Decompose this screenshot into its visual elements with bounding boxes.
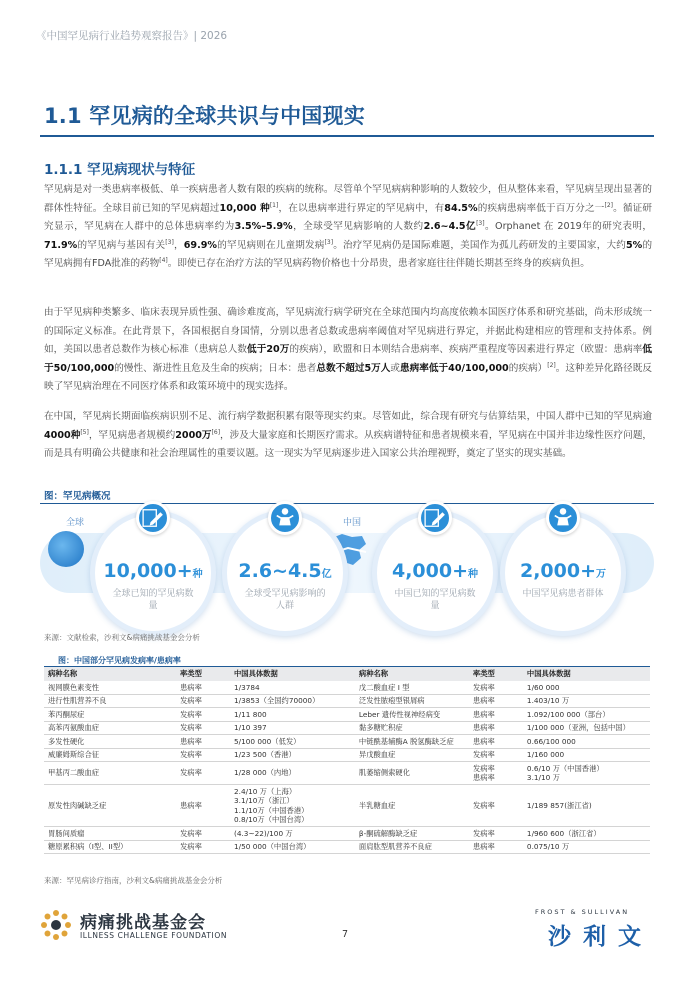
- table-cell: 中链酰基辅酶A 脱氢酶缺乏症: [337, 735, 469, 749]
- stat-unit: 万: [596, 569, 607, 580]
- incidence-table: [44, 666, 650, 854]
- table-row: [44, 748, 650, 762]
- table-cell: 0.6/10 万（中国香港） 3.1/10 万: [523, 762, 650, 785]
- subsection-title: 1.1.1 罕见病现状与特征: [44, 162, 196, 178]
- table-cell: 进行性肌营养不良: [44, 694, 176, 708]
- table-cell: 1/50 000（中国台湾）: [230, 840, 337, 854]
- table-row: [44, 708, 650, 722]
- paragraph-2: 由于罕见病种类繁多、临床表现异质性强、确诊难度高，罕见病流行病学研究在全球范围内均高度依赖本国医疗体系和研究基础，尚未形成统一的国际定义标准。在此背景下，各国根据自身国情，分别以患者总数或患病率阈值对罕见病进行界定，并据此构建相应的管理和支持体系。例如，美国以患者总数作为核心标准（患病总人数低于20万的疾病），欧盟和日本则结合患病率、疾病严重程度等因素进行界定（欧盟：患病率低于50/100,000的慢性、渐进性且危及生命的疾病；日本：患者总数不超过5万人或患病率低于40/100,000的疾病）[2]。这种差异化路径既反映了罕见病治理在不同医疗体系和政策环境中的现实选择。: [44, 307, 653, 392]
- table-cell: 发病率: [469, 785, 523, 827]
- paragraph-1: 罕见病是对一类患病率极低、单一疾病患者人数有限的疾病的统称。尽管单个罕见病病种影响的人数较少，但从整体来看，罕见病呈现出显著的群体性特征。全球目前已知的罕见病超过10,000 种[1]，在以患病率进行界定的罕见病中，有84.5%的疾病患病率低于百万分之一[2]。循证研究显示，罕见病在人群中的总体患病率约为3.5%–5.9%，全球受罕见病影响的人数约2.6~4.5亿[3]。Orphanet 在 2019年的研究表明，71.9%的罕见病与基因有关[3]，69.9%的罕见病则在儿童期发病[3]。治疗罕见病仍是国际难题，美国作为孤儿药研发的主要国家，大约5%的罕见病拥有FDA批准的药物[4]。即使已存在治疗方法的罕见病药物价格也十分昂贵，患者家庭往往伴随长期甚至终身的疾病负担。: [44, 184, 653, 269]
- table-cell: 患病率: [469, 840, 523, 854]
- table-row: [44, 827, 650, 841]
- section-title-rule: [40, 135, 654, 137]
- table-cell: 发病率: [176, 748, 230, 762]
- table-cell: 发病率: [176, 708, 230, 722]
- partner-name-cn: 沙利文: [548, 924, 653, 950]
- table-row: [44, 694, 650, 708]
- table-row: [44, 762, 650, 785]
- pencil-icon: [418, 501, 452, 535]
- table-cell: 0.075/10 万: [523, 840, 650, 854]
- table-cell: 2.4/10 万（上海） 3.1/10万（浙江） 1.1/10万（中国香港） 0.8/10万（中国台湾）: [230, 785, 337, 827]
- people-icon: [546, 501, 580, 535]
- table-cell: 泛发性脓疱型银屑病: [337, 694, 469, 708]
- table-cell: 肌萎缩侧索硬化: [337, 762, 469, 785]
- table-cell: 患病率: [469, 735, 523, 749]
- table-cell: 发病率: [176, 762, 230, 785]
- table-cell: 发病率: [176, 840, 230, 854]
- table-cell: 半乳糖血症: [337, 785, 469, 827]
- stat-unit: 种: [468, 569, 479, 580]
- section-title: 1.1 罕见病的全球共识与中国现实: [44, 104, 365, 128]
- running-header: 《中国罕见病行业趋势观察报告》| 2026: [36, 30, 228, 42]
- table-cell: 1/60 000: [523, 681, 650, 694]
- table-cell: 1.403/10 万: [523, 694, 650, 708]
- stat-value: 4,000+: [391, 560, 469, 582]
- table-cell: 多发性硬化: [44, 735, 176, 749]
- table-header-cell: 中国具体数据: [230, 667, 337, 682]
- stat-value: 2.6~4.5: [238, 560, 322, 582]
- table-cell: 异戊酸血症: [337, 748, 469, 762]
- table-cell: 苯丙酮尿症: [44, 708, 176, 722]
- table-cell: 1/10 397: [230, 721, 337, 735]
- stat-label: 全球受罕见病影响的人群: [244, 589, 326, 611]
- table-cell: 1/160 000: [523, 748, 650, 762]
- table-cell: 1/3853（全国约70000）: [230, 694, 337, 708]
- table-cell: 原发性肉碱缺乏症: [44, 785, 176, 827]
- table-cell: 患病率: [176, 681, 230, 694]
- table-row: [44, 681, 650, 694]
- people-icon: [268, 501, 302, 535]
- table-cell: 1/3784: [230, 681, 337, 694]
- table-cell: 患病率: [176, 735, 230, 749]
- table-cell: (4.3~22)/100 万: [230, 827, 337, 841]
- table-cell: 1/189 857(浙江省): [523, 785, 650, 827]
- foundation-name-cn: 病痛挑战基金会: [80, 913, 206, 933]
- table-cell: 0.66/100 000: [523, 735, 650, 749]
- table-row: [44, 721, 650, 735]
- stat-unit: 种: [192, 569, 203, 580]
- page-number: 7: [342, 929, 349, 940]
- table-header-cell: 率类型: [469, 667, 523, 682]
- foundation-logo-icon: [38, 907, 74, 943]
- stat-label: 中国罕见病患者群体: [522, 589, 604, 599]
- table-cell: 发病率 患病率: [469, 762, 523, 785]
- table-cell: Leber 遗传性视神经病变: [337, 708, 469, 722]
- table-cell: 5/100 000（低发）: [230, 735, 337, 749]
- stat-value: 10,000+: [103, 560, 193, 582]
- table-cell: 发病率: [176, 721, 230, 735]
- table-cell: 1/960 600（浙江省）: [523, 827, 650, 841]
- table-cell: 发病率: [469, 827, 523, 841]
- table-cell: 1/11 800: [230, 708, 337, 722]
- table-cell: 胃肠间质瘤: [44, 827, 176, 841]
- table-cell: 黏多糖贮积症: [337, 721, 469, 735]
- stat-label: 中国已知的罕见病数量: [394, 589, 476, 611]
- table-cell: β-酮硫解酶缺乏症: [337, 827, 469, 841]
- table-row: [44, 785, 650, 827]
- foundation-name-en: ILLNESS CHALLENGE FOUNDATION: [80, 931, 228, 940]
- table-header-cell: 中国具体数据: [523, 667, 650, 682]
- table-title: 图：中国部分罕见病发病率/患病率: [58, 656, 181, 665]
- region-label-china: 中国: [343, 518, 362, 528]
- table-header-row: [44, 667, 650, 682]
- table-cell: 患病率: [469, 721, 523, 735]
- stat-bubble-china-diseases: [372, 510, 498, 636]
- table-header-cell: 病种名称: [337, 667, 469, 682]
- table-cell: 发病率: [176, 694, 230, 708]
- table-header-cell: 病种名称: [44, 667, 176, 682]
- table-cell: 患病率: [176, 785, 230, 827]
- partner-name-en: FROST & SULLIVAN: [535, 908, 630, 916]
- table-cell: 糖原累积病（I型、II型）: [44, 840, 176, 854]
- table-header-cell: 率类型: [176, 667, 230, 682]
- table-cell: 面肩肱型肌营养不良症: [337, 840, 469, 854]
- table-cell: 发病率: [469, 748, 523, 762]
- region-label-global: 全球: [66, 518, 85, 528]
- pencil-icon: [136, 501, 170, 535]
- stat-label: 全球已知的罕见病数量: [112, 589, 194, 611]
- stat-bubble-china-patients: [500, 510, 626, 636]
- table-cell: 发病率: [469, 681, 523, 694]
- table-cell: 甲基丙二酸血症: [44, 762, 176, 785]
- figure-source: 来源：文献检索，沙利文&病痛挑战基金会分析: [44, 633, 200, 642]
- table-source: 来源：罕见病诊疗指南，沙利文&病痛挑战基金会分析: [44, 876, 223, 885]
- table-cell: 视网膜色素变性: [44, 681, 176, 694]
- table-cell: 1.092/100 000（部台）: [523, 708, 650, 722]
- table-cell: 1/23 500（香港）: [230, 748, 337, 762]
- table-row: [44, 735, 650, 749]
- table-cell: 威廉姆斯综合征: [44, 748, 176, 762]
- table-row: [44, 840, 650, 854]
- table-cell: 患病率: [469, 694, 523, 708]
- table-cell: 发病率: [176, 827, 230, 841]
- stat-bubble-global-patients: [222, 510, 348, 636]
- figure-title: 图：罕见病概况: [44, 491, 111, 502]
- table-cell: 患病率: [469, 708, 523, 722]
- globe-icon: [48, 531, 84, 567]
- table-cell: 戊二酸血症 I 型: [337, 681, 469, 694]
- table-cell: 1/28 000（内地）: [230, 762, 337, 785]
- table-cell: 1/100 000（亚洲，包括中国）: [523, 721, 650, 735]
- table-cell: 高苯丙氨酸血症: [44, 721, 176, 735]
- stat-bubble-global-diseases: [90, 510, 216, 636]
- paragraph-3: 在中国，罕见病长期面临疾病识别不足、流行病学数据积累有限等现实约束。尽管如此，综合现有研究与估算结果，中国人群中已知的罕见病逾4000种[5]，罕见病患者规模约2000万[6]，涉及大量家庭和长期医疗需求。从疾病谱特征和患者规模来看，罕见病在中国并非边缘性医疗问题，而是具有明确公共健康和社会治理属性的重要议题。这一现实为罕见病逐步进入国家公共治理视野，奠定了坚实的现实基础。: [44, 411, 653, 459]
- stat-value: 2,000+: [519, 560, 597, 582]
- stat-unit: 亿: [321, 569, 332, 580]
